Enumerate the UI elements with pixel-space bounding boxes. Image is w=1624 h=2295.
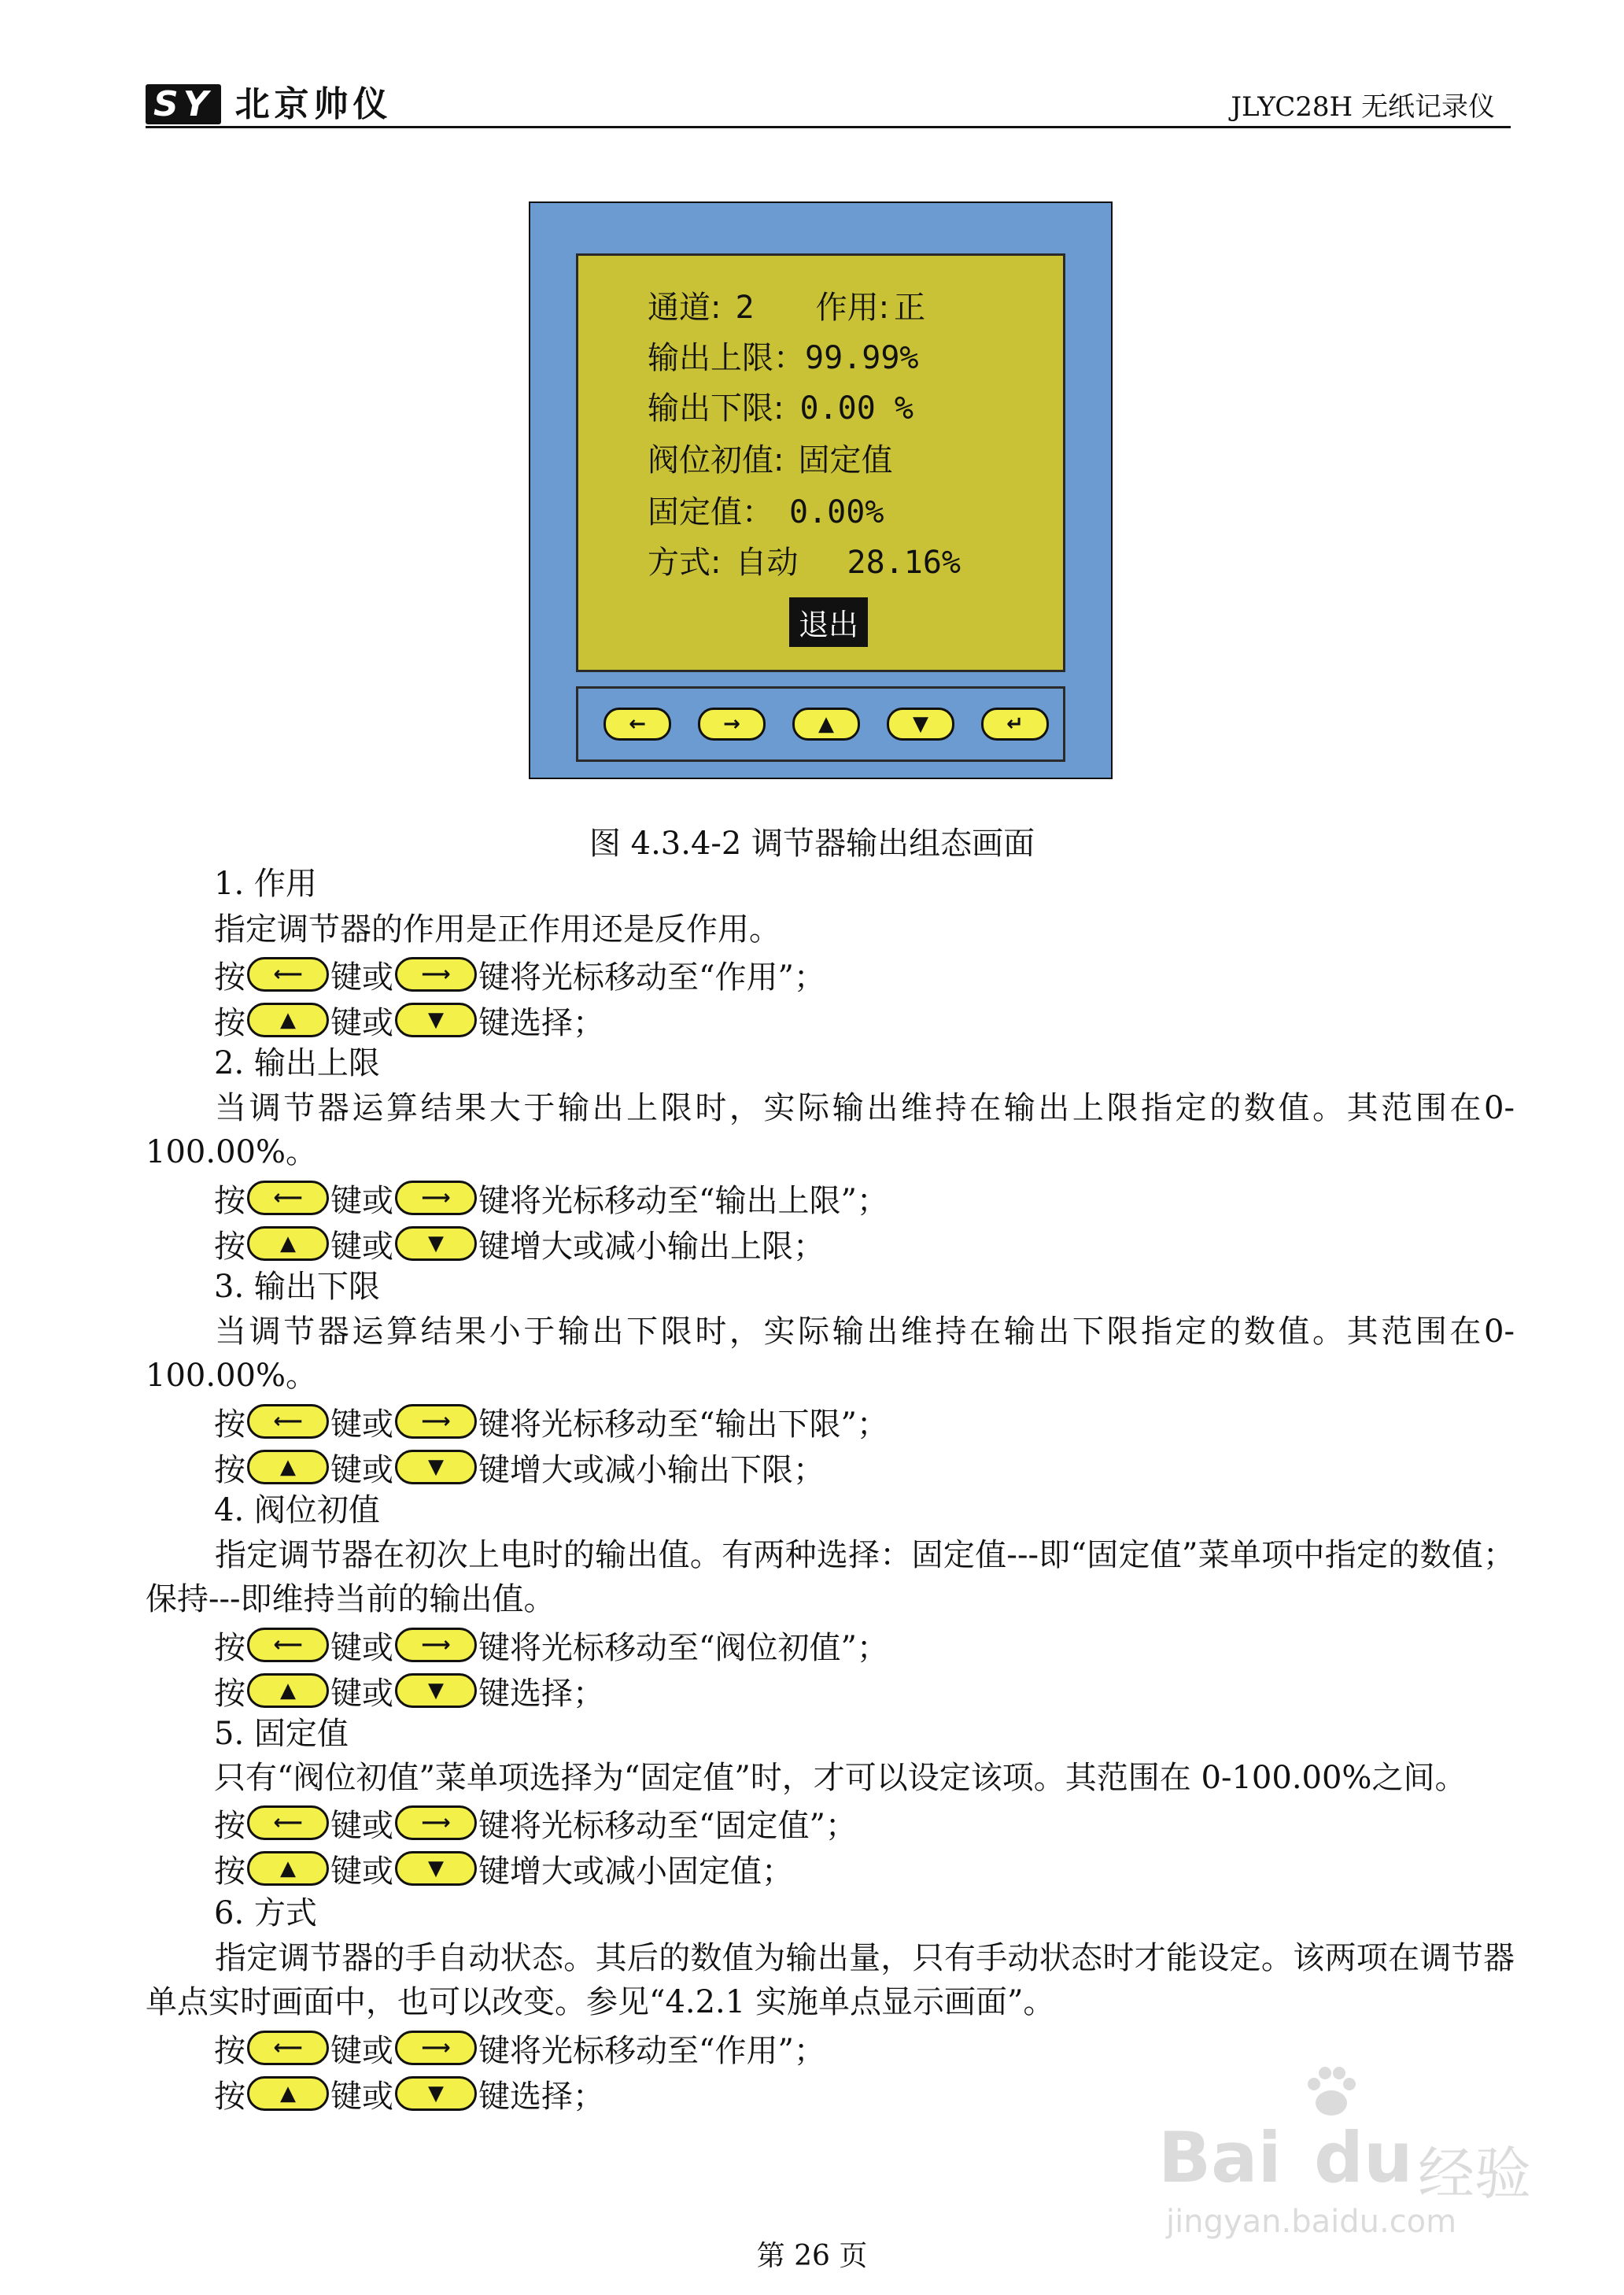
left-key-icon: ⟵ [247,1805,329,1840]
right-key-icon: ⟶ [395,2031,477,2065]
up-key-icon: ▲ [247,1851,329,1886]
section-4-title: 4. 阀位初值 [214,1492,380,1528]
value-lower: 0.00 % [799,390,914,427]
value-fixed: 0.00% [789,494,884,530]
section-3-title: 3. 输出下限 [214,1269,380,1305]
down-key-icon: ▼ [395,1226,477,1261]
section-5-keys-adjust: 按 ▲ 键或 ▼ 键增大或减小固定值； [214,1846,793,1890]
document-title: JLYC28H 无纸记录仪 [1231,91,1495,123]
section-3-keys-adjust: 按 ▲ 键或 ▼ 键增大或减小输出下限； [214,1445,825,1489]
up-key-icon: ▲ [247,1003,329,1037]
value-mode: 自动 [735,545,799,581]
left-key-icon: ⟵ [247,2031,329,2065]
section-2-keys-adjust: 按 ▲ 键或 ▼ 键增大或减小输出上限； [214,1221,825,1266]
key-right[interactable] [698,708,766,741]
device-figure [529,201,1113,779]
logo-text: 北京帅仪 [234,84,393,124]
up-key-icon: ▲ [247,1450,329,1484]
section-4-keys-move: 按 ⟵ 键或 ⟶ 键将光标移动至“阀位初值”； [214,1623,888,1667]
section-5-desc: 只有“阀位初值”菜单项选择为“固定值”时，才可以设定该项。其范围在 0-100.00%之间。 [214,1760,1467,1796]
exit-button[interactable]: 退出 [789,597,868,647]
value-valve: 固定值 [798,442,893,479]
section-6-keys-move: 按 ⟵ 键或 ⟶ 键将光标移动至“作用”； [214,2026,825,2070]
watermark-url: jingyan.baidu.com [1166,2204,1457,2240]
section-2-desc: 当调节器运算结果大于输出上限时，实际输出维持在输出上限指定的数值。其范围在0-100.00%。 [146,1090,1515,1170]
watermark-brand-2: du [1314,2117,1413,2198]
arrow-down-icon: ▼ [913,712,928,736]
section-6-title: 6. 方式 [214,1895,317,1931]
section-6-keys-select: 按 ▲ 键或 ▼ 键选择； [214,2071,604,2116]
section-1-keys-move: 按 ⟵ 键或 ⟶ 键将光标移动至“作用”； [214,952,825,996]
value-channel: 2 [735,290,755,326]
arrow-up-icon: ▲ [818,712,834,736]
down-key-icon: ▼ [395,1673,477,1708]
down-key-icon: ▼ [395,1851,477,1886]
left-key-icon: ⟵ [247,1181,329,1215]
enter-icon: ↵ [1006,712,1024,736]
section-3-desc: 当调节器运算结果小于输出下限时，实际输出维持在输出下限指定的数值。其范围在0-100.00%。 [146,1314,1515,1394]
left-key-icon: ⟵ [247,957,329,992]
right-key-icon: ⟶ [395,1181,477,1215]
section-1-title: 1. 作用 [214,866,317,902]
screen-row-lower [648,383,914,428]
label-valve: 阀位初值: [648,442,784,479]
left-key-icon: ⟵ [247,1628,329,1662]
key-up[interactable] [792,708,860,741]
section-5-title: 5. 固定值 [214,1716,349,1752]
section-2-keys-move: 按 ⟵ 键或 ⟶ 键将光标移动至“输出上限”； [214,1176,888,1220]
lcd-screen [576,253,1065,672]
company-logo [146,76,393,126]
header-divider [146,126,1511,128]
arrow-right-icon: → [723,712,740,736]
baidu-watermark [1158,2062,1552,2243]
key-down[interactable] [887,708,954,741]
figure-caption: 图 4.3.4-2 调节器输出组态画面 [589,826,1035,862]
value-output: 28.16% [847,545,961,581]
screen-row-channel [648,283,925,327]
section-4-keys-select: 按 ▲ 键或 ▼ 键选择； [214,1669,604,1713]
value-upper: 99.99% [805,340,919,376]
page-header [146,61,1511,128]
page-number: 第 26 页 [756,2240,868,2272]
right-key-icon: ⟶ [395,1404,477,1439]
right-key-icon: ⟶ [395,1628,477,1662]
up-key-icon: ▲ [247,2076,329,2111]
screen-row-upper [648,333,919,378]
value-action: 正 [894,290,926,326]
label-action: 作用: [815,290,890,326]
down-key-icon: ▼ [395,1450,477,1484]
down-key-icon: ▼ [395,1003,477,1037]
screen-row-valve [648,435,892,480]
arrow-left-icon: ← [629,712,646,736]
right-key-icon: ⟶ [395,1805,477,1840]
label-mode: 方式: [648,545,722,581]
section-1-desc: 指定调节器的作用是正作用还是反作用。 [214,911,781,948]
label-upper: 输出上限： [648,340,805,376]
logo-mark: SY [146,84,221,124]
section-1-keys-select: 按 ▲ 键或 ▼ 键选择； [214,998,604,1042]
section-2-title: 2. 输出上限 [214,1045,380,1081]
right-key-icon: ⟶ [395,957,477,992]
label-fixed: 固定值： [648,494,773,530]
watermark-brand: Bai [1158,2117,1282,2198]
keypad [576,686,1065,762]
key-enter[interactable] [981,708,1049,741]
paw-icon [1300,2062,1363,2125]
section-5-keys-move: 按 ⟵ 键或 ⟶ 键将光标移动至“固定值”； [214,1801,857,1845]
up-key-icon: ▲ [247,1673,329,1708]
section-6-desc: 指定调节器的手自动状态。其后的数值为输出量，只有手动状态时才能设定。该两项在调节器单点实时画面中，也可以改变。参见“4.2.1 实施单点显示画面”。 [146,1940,1515,2020]
section-3-keys-move: 按 ⟵ 键或 ⟶ 键将光标移动至“输出下限”； [214,1399,888,1443]
label-lower: 输出下限: [648,390,784,427]
watermark-cn: 经验 [1418,2141,1532,2207]
section-4-desc: 指定调节器在初次上电时的输出值。有两种选择：固定值---即“固定值”菜单项中指定的数值；保持---即维持当前的输出值。 [146,1537,1515,1617]
screen-row-mode [648,538,961,582]
key-left[interactable] [603,708,671,741]
down-key-icon: ▼ [395,2076,477,2111]
label-channel: 通道: [648,290,722,326]
up-key-icon: ▲ [247,1226,329,1261]
screen-row-fixed [648,487,884,532]
left-key-icon: ⟵ [247,1404,329,1439]
